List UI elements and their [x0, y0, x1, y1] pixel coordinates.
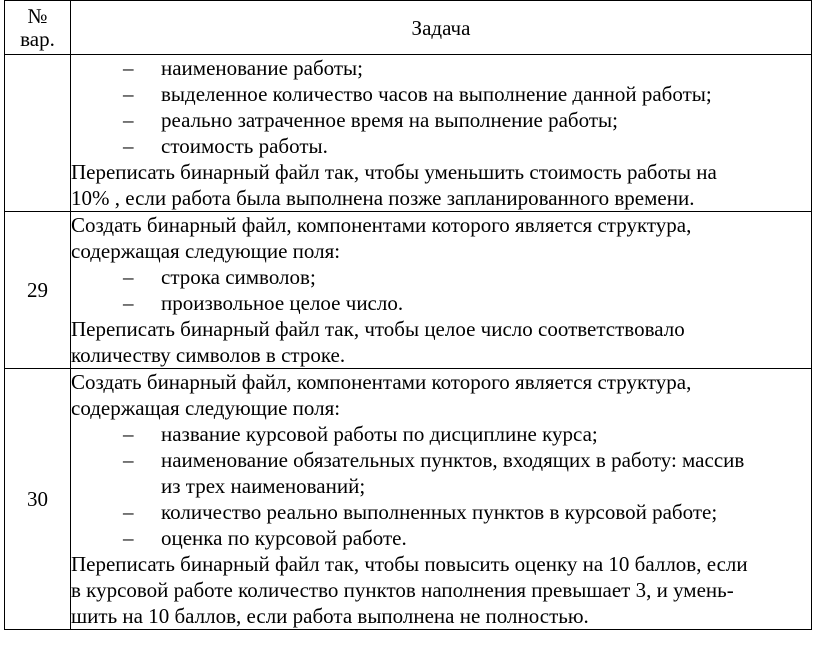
dash-marker: – [123, 500, 134, 524]
task-instruction-line: количеству символов в строке. [71, 343, 346, 367]
header-task: Задача [71, 1, 812, 55]
dash-marker: – [123, 291, 134, 315]
dash-marker: – [123, 82, 134, 106]
list-item-text: количество реально выполненных пунктов в курсовой работе; [161, 500, 718, 524]
tasks-table [4, 0, 812, 630]
list-item [71, 499, 811, 525]
task-instruction-line: Переписать бинарный файл так, чтобы повысить оценку на 10 баллов, если [71, 552, 748, 576]
list-item [71, 81, 811, 107]
task-instruction-line: Переписать бинарный файл так, чтобы целое число соответствовало [71, 317, 685, 341]
list-item-text: выделенное количество часов на выполнение данной работы; [161, 82, 712, 106]
list-item-text: название курсовой работы по дисциплине курса; [161, 422, 598, 446]
list-item-text: произвольное целое число. [161, 291, 404, 315]
header-variant-number [5, 1, 71, 55]
list-item-text: наименование работы; [161, 56, 364, 80]
task-intro-line: Создать бинарный файл, компонентами которого является структура, [71, 370, 692, 394]
task-intro-line: Создать бинарный файл, компонентами которого является структура, [71, 213, 692, 237]
list-item [71, 264, 811, 290]
dash-marker: – [123, 56, 134, 80]
header-variant-label: вар. [20, 26, 55, 51]
task-intro-line: содержащая следующие поля: [71, 396, 341, 420]
task-instruction-line: 10% , если работа была выполнена позже запланированного времени. [71, 186, 695, 210]
list-item [71, 133, 811, 159]
table-row [5, 55, 812, 212]
task-cell [71, 55, 812, 212]
list-item-continuation [71, 473, 811, 499]
list-item [71, 447, 811, 473]
list-item [71, 421, 811, 447]
list-item-text: оценка по курсовой работе. [161, 526, 407, 550]
dash-marker: – [123, 448, 134, 472]
dash-marker: – [123, 134, 134, 158]
list-item [71, 55, 811, 81]
list-item [71, 525, 811, 551]
list-item [71, 107, 811, 133]
list-item-text: из трех наименований; [161, 474, 366, 498]
dash-marker: – [123, 108, 134, 132]
task-cell [71, 212, 812, 369]
list-item-text: реально затраченное время на выполнение работы; [161, 108, 618, 132]
dash-marker: – [123, 422, 134, 446]
dash-marker: – [123, 265, 134, 289]
dash-marker: – [123, 526, 134, 550]
header-number-sign: № [27, 3, 48, 28]
task-cell [71, 369, 812, 630]
task-instruction-line: шить на 10 баллов, если работа выполнена не полностью. [71, 604, 589, 628]
list-item [71, 290, 811, 316]
header-row [5, 1, 812, 55]
list-item-text: стоимость работы. [161, 134, 328, 158]
task-instruction-line: Переписать бинарный файл так, чтобы уменьшить стоимость работы на [71, 160, 717, 184]
task-intro-line: содержащая следующие поля: [71, 239, 341, 263]
list-item-text: наименование обязательных пунктов, входящих в работу: массив [161, 448, 745, 472]
variant-number [5, 55, 71, 212]
list-item-text: строка символов; [161, 265, 316, 289]
task-instruction-line: в курсовой работе количество пунктов наполнения превышает 3, и умень- [71, 578, 734, 602]
table-row [5, 212, 812, 369]
variant-number: 30 [5, 369, 71, 630]
variant-number: 29 [5, 212, 71, 369]
table-row [5, 369, 812, 630]
